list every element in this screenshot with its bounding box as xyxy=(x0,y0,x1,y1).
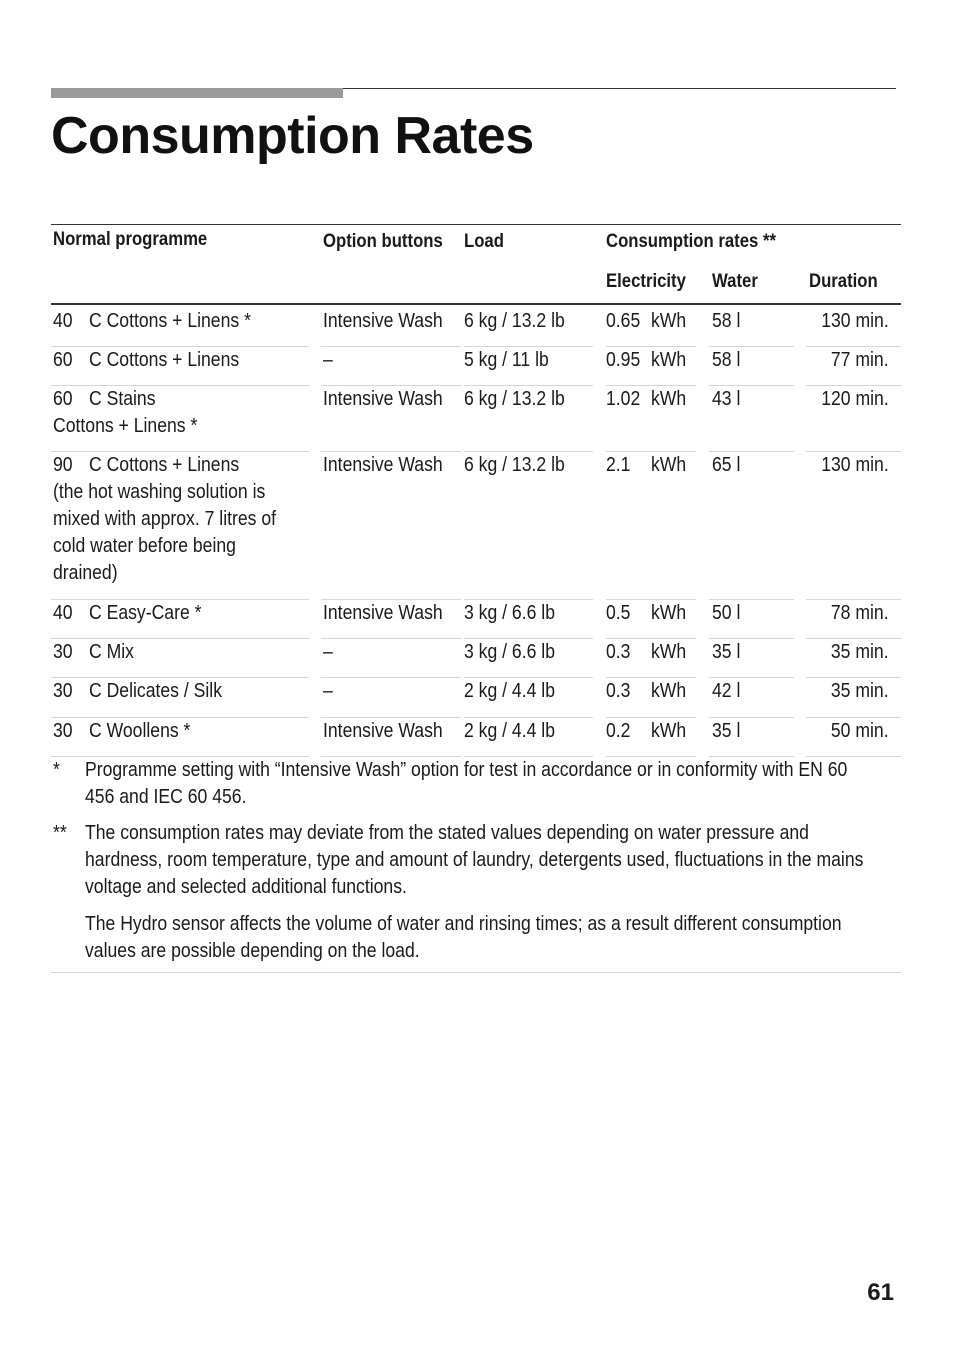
programme-cell: C Delicates / Silk xyxy=(89,680,223,702)
water-cell: 65 l xyxy=(712,454,741,476)
water-cell: 50 l xyxy=(712,602,741,624)
temperature-cell: 40 xyxy=(53,310,73,332)
load-cell: 2 kg / 4.4 lb xyxy=(464,720,555,742)
table-row xyxy=(51,347,901,386)
option-cell: – xyxy=(323,680,333,702)
header-separator xyxy=(51,303,901,305)
option-cell: Intensive Wash xyxy=(323,310,443,332)
duration-cell: 78 min. xyxy=(831,602,889,624)
header-programme: Normal programme xyxy=(53,229,208,250)
load-cell: 2 kg / 4.4 lb xyxy=(464,680,555,702)
electricity-value-cell: 0.65 xyxy=(606,310,641,332)
duration-cell: 77 min. xyxy=(831,349,889,371)
programme-cell: C Woollens * xyxy=(89,720,191,742)
page-title: Consumption Rates xyxy=(51,107,534,165)
page-number: 61 xyxy=(867,1279,894,1306)
water-cell: 43 l xyxy=(712,388,741,410)
option-cell: Intensive Wash xyxy=(323,602,443,624)
electricity-value-cell: 0.3 xyxy=(606,680,631,702)
temperature-cell: 60 xyxy=(53,388,73,410)
option-cell: Intensive Wash xyxy=(323,720,443,742)
temperature-cell: 30 xyxy=(53,720,73,742)
electricity-unit-cell: kWh xyxy=(651,641,687,663)
header-duration: Duration xyxy=(809,271,878,292)
programme-note-cell: Cottons + Linens * xyxy=(53,415,198,437)
electricity-unit-cell: kWh xyxy=(651,310,687,332)
load-cell: 5 kg / 11 lb xyxy=(464,349,549,371)
electricity-unit-cell: kWh xyxy=(651,602,687,624)
temperature-cell: 90 xyxy=(53,454,73,476)
electricity-value-cell: 2.1 xyxy=(606,454,631,476)
temperature-cell: 30 xyxy=(53,641,73,663)
header-electricity: Electricity xyxy=(606,271,686,292)
electricity-unit-cell: kWh xyxy=(651,680,687,702)
option-cell: Intensive Wash xyxy=(323,388,443,410)
table-row xyxy=(51,678,901,718)
header-load: Load xyxy=(464,231,504,252)
footnote-mark: * xyxy=(53,759,60,781)
water-cell: 42 l xyxy=(712,680,741,702)
duration-cell: 120 min. xyxy=(821,388,889,410)
duration-cell: 130 min. xyxy=(821,310,889,332)
water-cell: 35 l xyxy=(712,641,741,663)
load-cell: 3 kg / 6.6 lb xyxy=(464,602,555,624)
load-cell: 3 kg / 6.6 lb xyxy=(464,641,555,663)
header-accent-bar xyxy=(51,88,343,98)
water-cell: 58 l xyxy=(712,349,741,371)
water-cell: 35 l xyxy=(712,720,741,742)
water-cell: 58 l xyxy=(712,310,741,332)
electricity-value-cell: 0.3 xyxy=(606,641,631,663)
electricity-unit-cell: kWh xyxy=(651,388,687,410)
option-cell: – xyxy=(323,349,333,371)
footnote-text: The consumption rates may deviate from the stated values depending on water pressure and hardness, room temperature, type and amount of laundry, detergents used, fluctuations in the mains voltage and selected additional functions. xyxy=(85,822,864,898)
header-consumption: Consumption rates ** xyxy=(606,231,777,252)
duration-cell: 35 min. xyxy=(831,680,889,702)
duration-cell: 50 min. xyxy=(831,720,889,742)
table-row xyxy=(51,452,901,600)
footnote-mark: ** xyxy=(53,822,67,844)
table-row xyxy=(51,386,901,452)
footnote-text: The Hydro sensor affects the volume of water and rinsing times; as a result different consumption values are possible depending on the load. xyxy=(85,913,842,962)
temperature-cell: 30 xyxy=(53,680,73,702)
header-water: Water xyxy=(712,271,758,292)
load-cell: 6 kg / 13.2 lb xyxy=(464,310,565,332)
load-cell: 6 kg / 13.2 lb xyxy=(464,388,565,410)
electricity-value-cell: 0.5 xyxy=(606,602,631,624)
electricity-unit-cell: kWh xyxy=(651,454,687,476)
table-row xyxy=(51,639,901,678)
duration-cell: 130 min. xyxy=(821,454,889,476)
electricity-unit-cell: kWh xyxy=(651,349,687,371)
programme-cell: C Stains xyxy=(89,388,156,410)
table-row xyxy=(51,718,901,757)
programme-cell: C Mix xyxy=(89,641,134,663)
programme-cell: C Cottons + Linens * xyxy=(89,310,251,332)
electricity-unit-cell: kWh xyxy=(651,720,687,742)
footnote-text: Programme setting with “Intensive Wash” option for test in accordance or in conformity with EN 60 456 and IEC 60 456. xyxy=(85,759,848,808)
table-row xyxy=(51,308,901,347)
electricity-value-cell: 0.95 xyxy=(606,349,641,371)
programme-note-cell: (the hot washing solution is mixed with approx. 7 litres of cold water before being drained) xyxy=(53,481,277,584)
option-cell: – xyxy=(323,641,333,663)
programme-cell: C Cottons + Linens xyxy=(89,349,240,371)
programme-cell: C Easy-Care * xyxy=(89,602,202,624)
temperature-cell: 60 xyxy=(53,349,73,371)
option-cell: Intensive Wash xyxy=(323,454,443,476)
table-row xyxy=(51,600,901,639)
duration-cell: 35 min. xyxy=(831,641,889,663)
load-cell: 6 kg / 13.2 lb xyxy=(464,454,565,476)
temperature-cell: 40 xyxy=(53,602,73,624)
table-top-rule xyxy=(51,224,901,225)
electricity-value-cell: 0.2 xyxy=(606,720,631,742)
electricity-value-cell: 1.02 xyxy=(606,388,641,410)
programme-cell: C Cottons + Linens xyxy=(89,454,240,476)
footnotes-bottom-rule xyxy=(51,972,901,973)
header-options: Option buttons xyxy=(323,231,443,252)
